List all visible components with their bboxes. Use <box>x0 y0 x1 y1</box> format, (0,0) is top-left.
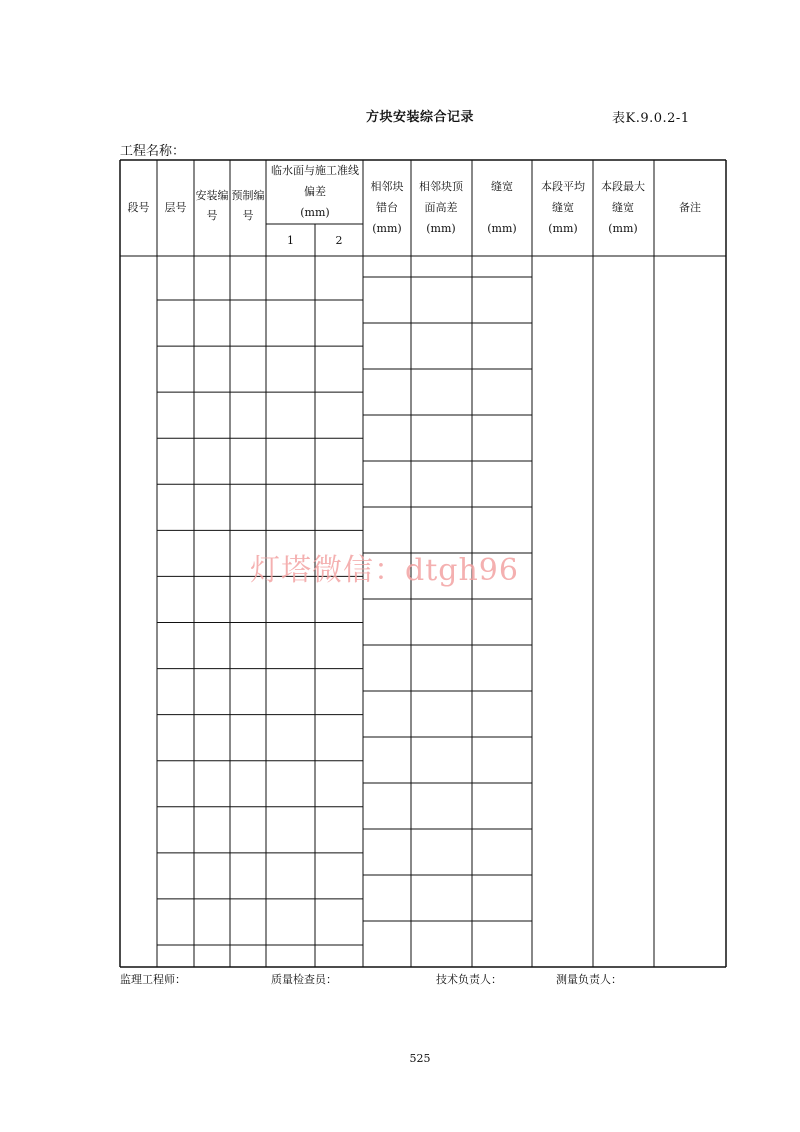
header-adjacent-offset-text: 相邻块错台 <box>370 180 404 214</box>
header-adjacent-offset <box>366 176 408 239</box>
header-deviation-unit: (mm) <box>300 206 330 219</box>
page-number: 525 <box>409 1052 431 1065</box>
header-install-no <box>194 186 230 226</box>
header-avg-gap-text: 本段平均缝宽 <box>541 180 585 214</box>
header-avg-gap <box>537 176 589 239</box>
form-number: 表K.9.0.2-1 <box>612 111 690 126</box>
header-layer: 层号 <box>164 201 187 214</box>
header-adjacent-top <box>416 176 466 239</box>
header-max-gap-unit: (mm) <box>608 222 638 235</box>
header-avg-gap-unit: (mm) <box>548 222 578 235</box>
header-deviation-title: 临水面与施工准线偏差 <box>271 164 359 198</box>
project-name-label: 工程名称： <box>120 144 186 159</box>
header-adjacent-top-text: 相邻块顶面高差 <box>419 180 463 214</box>
header-remarks: 备注 <box>679 201 701 214</box>
document-title: 方块安装综合记录 <box>365 110 474 125</box>
header-install-no-text: 安装编号 <box>195 189 229 222</box>
header-segment: 段号 <box>127 201 150 214</box>
header-gap-width-unit: (mm) <box>487 222 517 235</box>
header-gap-width <box>472 176 532 239</box>
header-deviation <box>270 160 360 223</box>
header-adjacent-offset-unit: (mm) <box>372 222 402 235</box>
header-prefab-no <box>230 186 266 226</box>
header-prefab-no-text: 预制编号 <box>231 189 265 222</box>
header-max-gap-text: 本段最大缝宽 <box>601 180 645 214</box>
header-deviation-col2: 2 <box>335 234 343 247</box>
footer-supervisor: 监理工程师： <box>120 973 186 986</box>
footer-survey-lead: 测量负责人： <box>556 973 622 986</box>
watermark: 灯塔微信：dtgh96 <box>250 553 519 588</box>
header-deviation-col1: 1 <box>287 234 294 247</box>
footer-quality-inspector: 质量检查员： <box>271 973 337 986</box>
header-adjacent-top-unit: (mm) <box>426 222 456 235</box>
header-max-gap <box>597 176 649 239</box>
header-gap-width-text: 缝宽 <box>491 180 513 193</box>
footer-technical-lead: 技术负责人： <box>436 973 502 986</box>
